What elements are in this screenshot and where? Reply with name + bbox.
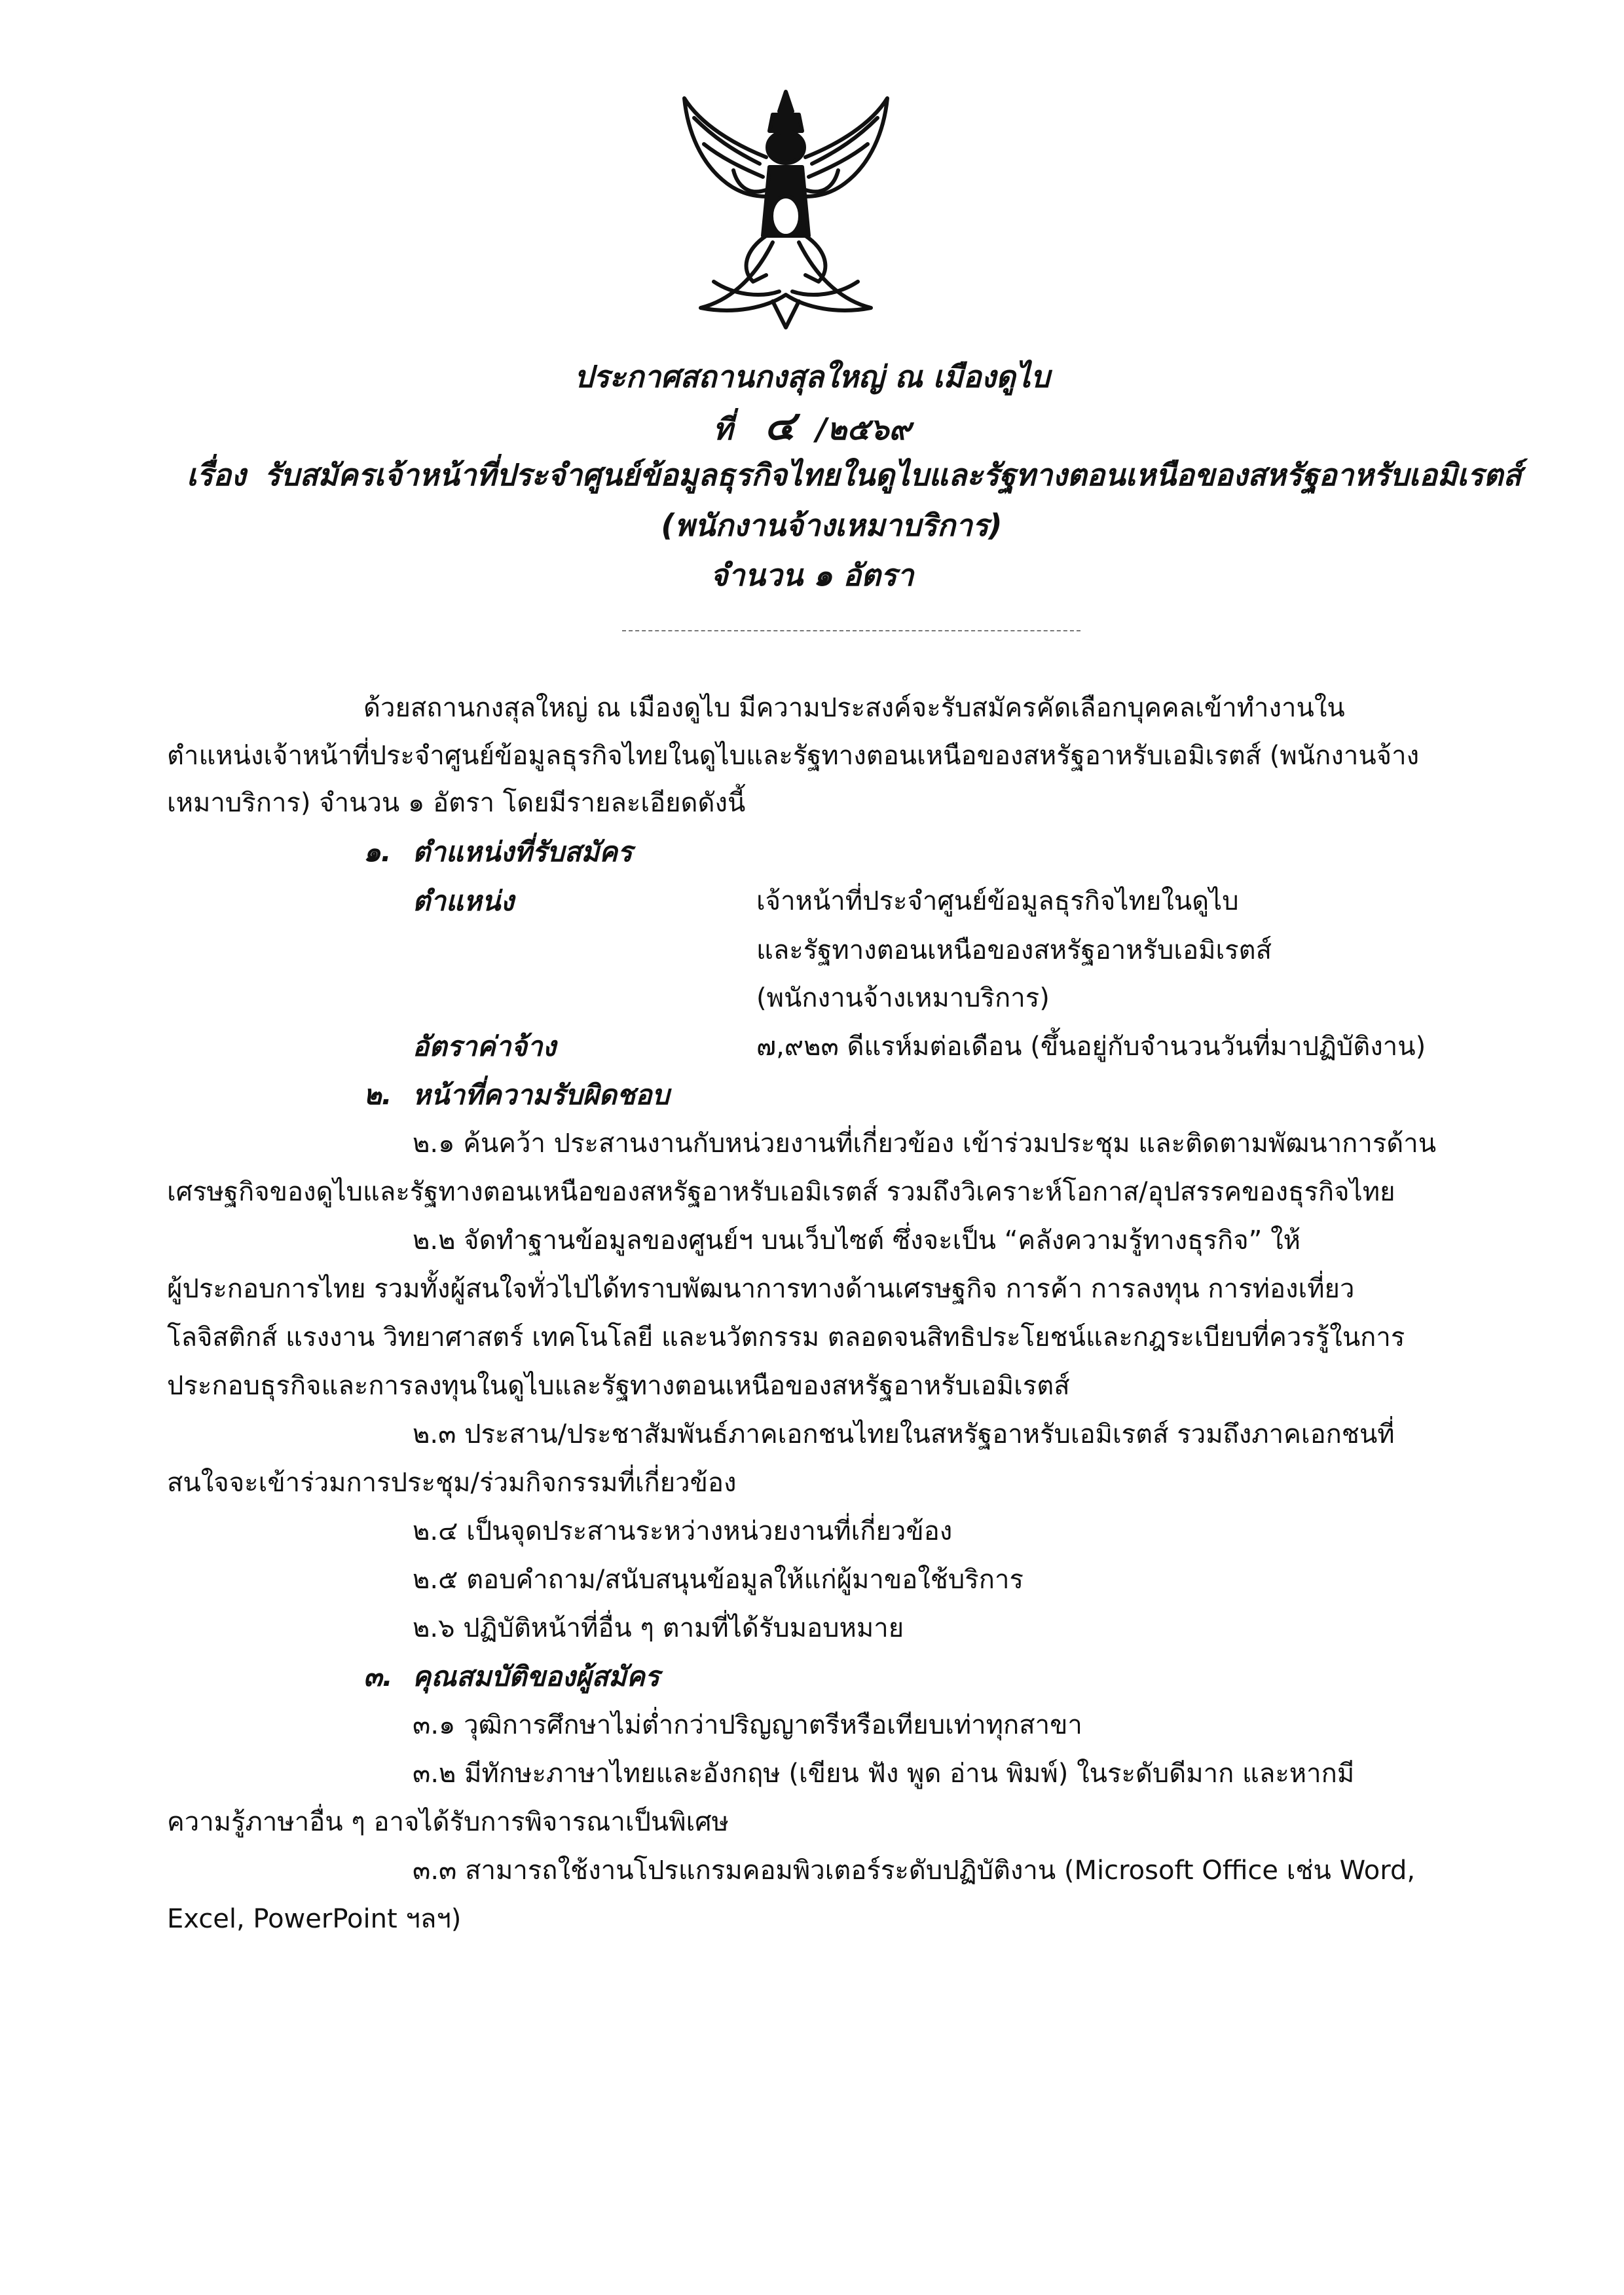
subject-count: จำนวน ๑ อัตรา xyxy=(710,557,914,593)
position-value-line: และรัฐทางตอนเหนือของสหรัฐอาหรับเอมิเรตส์ xyxy=(756,935,1272,965)
qualification-line: ๓.๓ สามารถใช้งานโปรแกรมคอมพิวเตอร์ระดับปฏิบัติงาน (Microsoft Office เช่น Word, xyxy=(413,1856,1416,1886)
section-2-heading: หน้าที่ความรับผิดชอบ xyxy=(413,1079,670,1111)
qualification-line: Excel, PowerPoint ฯลฯ) xyxy=(167,1904,462,1934)
number-suffix: /๒๕๖๙ xyxy=(816,411,912,447)
position-label: ตำแหน่ง xyxy=(413,885,514,917)
subject-label: เรื่อง xyxy=(187,457,246,493)
duty-line: ๒.๕ ตอบคำถาม/สนับสนุนข้อมูลให้แก่ผู้มาขอใช้บริการ xyxy=(413,1565,1024,1595)
duty-line: ๒.๒ จัดทำฐานข้อมูลของศูนย์ฯ บนเว็บไซต์ ซึ่งจะเป็น “คลังความรู้ทางธุรกิจ” ให้ xyxy=(413,1225,1301,1256)
qualification-line: ๓.๒ มีทักษะภาษาไทยและอังกฤษ (เขียน ฟัง พูด อ่าน พิมพ์) ในระดับดีมาก และหากมี xyxy=(413,1759,1355,1789)
wage-label: อัตราค่าจ้าง xyxy=(413,1030,557,1062)
subject-employment-type: (พนักงานจ้างเหมาบริการ) xyxy=(661,508,1003,543)
position-value-line: เจ้าหน้าที่ประจำศูนย์ข้อมูลธุรกิจไทยในดูไบ xyxy=(756,886,1239,916)
section-1-number: ๑. xyxy=(363,836,392,868)
header-divider xyxy=(622,630,1080,631)
number-prefix: ที่ xyxy=(712,411,733,447)
number-value: ๔ xyxy=(764,401,796,449)
duty-line: สนใจจะเข้าร่วมการประชุม/ร่วมกิจกรรมที่เกี่ยวข้อง xyxy=(167,1468,737,1498)
section-3-heading: คุณสมบัติของผู้สมัคร xyxy=(413,1660,660,1692)
duty-line: เศรษฐกิจของดูไบและรัฐทางตอนเหนือของสหรัฐอาหรับเอมิเรตส์ รวมถึงวิเคราะห์โอกาส/อุปสรรคของธุรกิจไทย xyxy=(167,1177,1395,1207)
duty-line: ผู้ประกอบการไทย รวมทั้งผู้สนใจทั่วไปได้ทราบพัฒนาการทางด้านเศรษฐกิจ การค้า การลงทุน การท่องเที่ยว xyxy=(167,1274,1355,1304)
section-1-heading: ตำแหน่งที่รับสมัคร xyxy=(413,836,633,868)
duty-line: ๒.๔ เป็นจุดประสานระหว่างหน่วยงานที่เกี่ยวข้อง xyxy=(413,1516,953,1546)
qualification-line: ความรู้ภาษาอื่น ๆ อาจได้รับการพิจารณาเป็นพิเศษ xyxy=(167,1807,729,1837)
intro-line: ด้วยสถานกงสุลใหญ่ ณ เมืองดูไบ มีความประสงค์จะรับสมัครคัดเลือกบุคคลเข้าทำงานใน xyxy=(363,693,1345,723)
announcement-title: ประกาศสถานกงสุลใหญ่ ณ เมืองดูไบ xyxy=(574,359,1050,394)
intro-line: ตำแหน่งเจ้าหน้าที่ประจำศูนย์ข้อมูลธุรกิจไทยในดูไบและรัฐทางตอนเหนือของสหรัฐอาหรับเอมิเรตส์ (พนักงานจ้าง xyxy=(167,741,1420,771)
intro-line: เหมาบริการ) จำนวน ๑ อัตรา โดยมีรายละเอียดดังนี้ xyxy=(167,788,746,818)
duty-line: โลจิสติกส์ แรงงาน วิทยาศาสตร์ เทคโนโลยี และนวัตกรรม ตลอดจนสิทธิประโยชน์และกฎระเบียบที่ควรรู้ในการ xyxy=(167,1322,1405,1353)
section-2-number: ๒. xyxy=(363,1079,392,1111)
subject-line xyxy=(187,455,1522,494)
wage-value: ๗,๙๒๓ ดีแรห์มต่อเดือน (ขึ้นอยู่กับจำนวนวันที่มาปฏิบัติงาน) xyxy=(756,1032,1426,1062)
duty-line: ประกอบธุรกิจและการลงทุนในดูไบและรัฐทางตอนเหนือของสหรัฐอาหรับเอมิเรตส์ xyxy=(167,1371,1070,1401)
section-3-number: ๓. xyxy=(363,1660,393,1692)
duty-line: ๒.๖ ปฏิบัติหน้าที่อื่น ๆ ตามที่ได้รับมอบหมาย xyxy=(413,1613,904,1643)
duty-line: ๒.๓ ประสาน/ประชาสัมพันธ์ภาคเอกชนไทยในสหรัฐอาหรับเอมิเรตส์ รวมถึงภาคเอกชนที่ xyxy=(413,1419,1395,1449)
duty-line: ๒.๑ ค้นคว้า ประสานงานกับหน่วยงานที่เกี่ยวข้อง เข้าร่วมประชุม และติดตามพัฒนาการด้าน xyxy=(413,1129,1437,1159)
garuda-emblem-icon xyxy=(674,85,897,334)
announcement-number xyxy=(0,401,1624,449)
qualification-line: ๓.๑ วุฒิการศึกษาไม่ต่ำกว่าปริญญาตรีหรือเทียบเท่าทุกสาขา xyxy=(413,1710,1082,1740)
subject-text: รับสมัครเจ้าหน้าที่ประจำศูนย์ข้อมูลธุรกิจไทยในดูไบและรัฐทางตอนเหนือของสหรัฐอาหรับเอมิเรตส์ xyxy=(264,457,1522,493)
position-value-line: (พนักงานจ้างเหมาบริการ) xyxy=(756,983,1050,1013)
